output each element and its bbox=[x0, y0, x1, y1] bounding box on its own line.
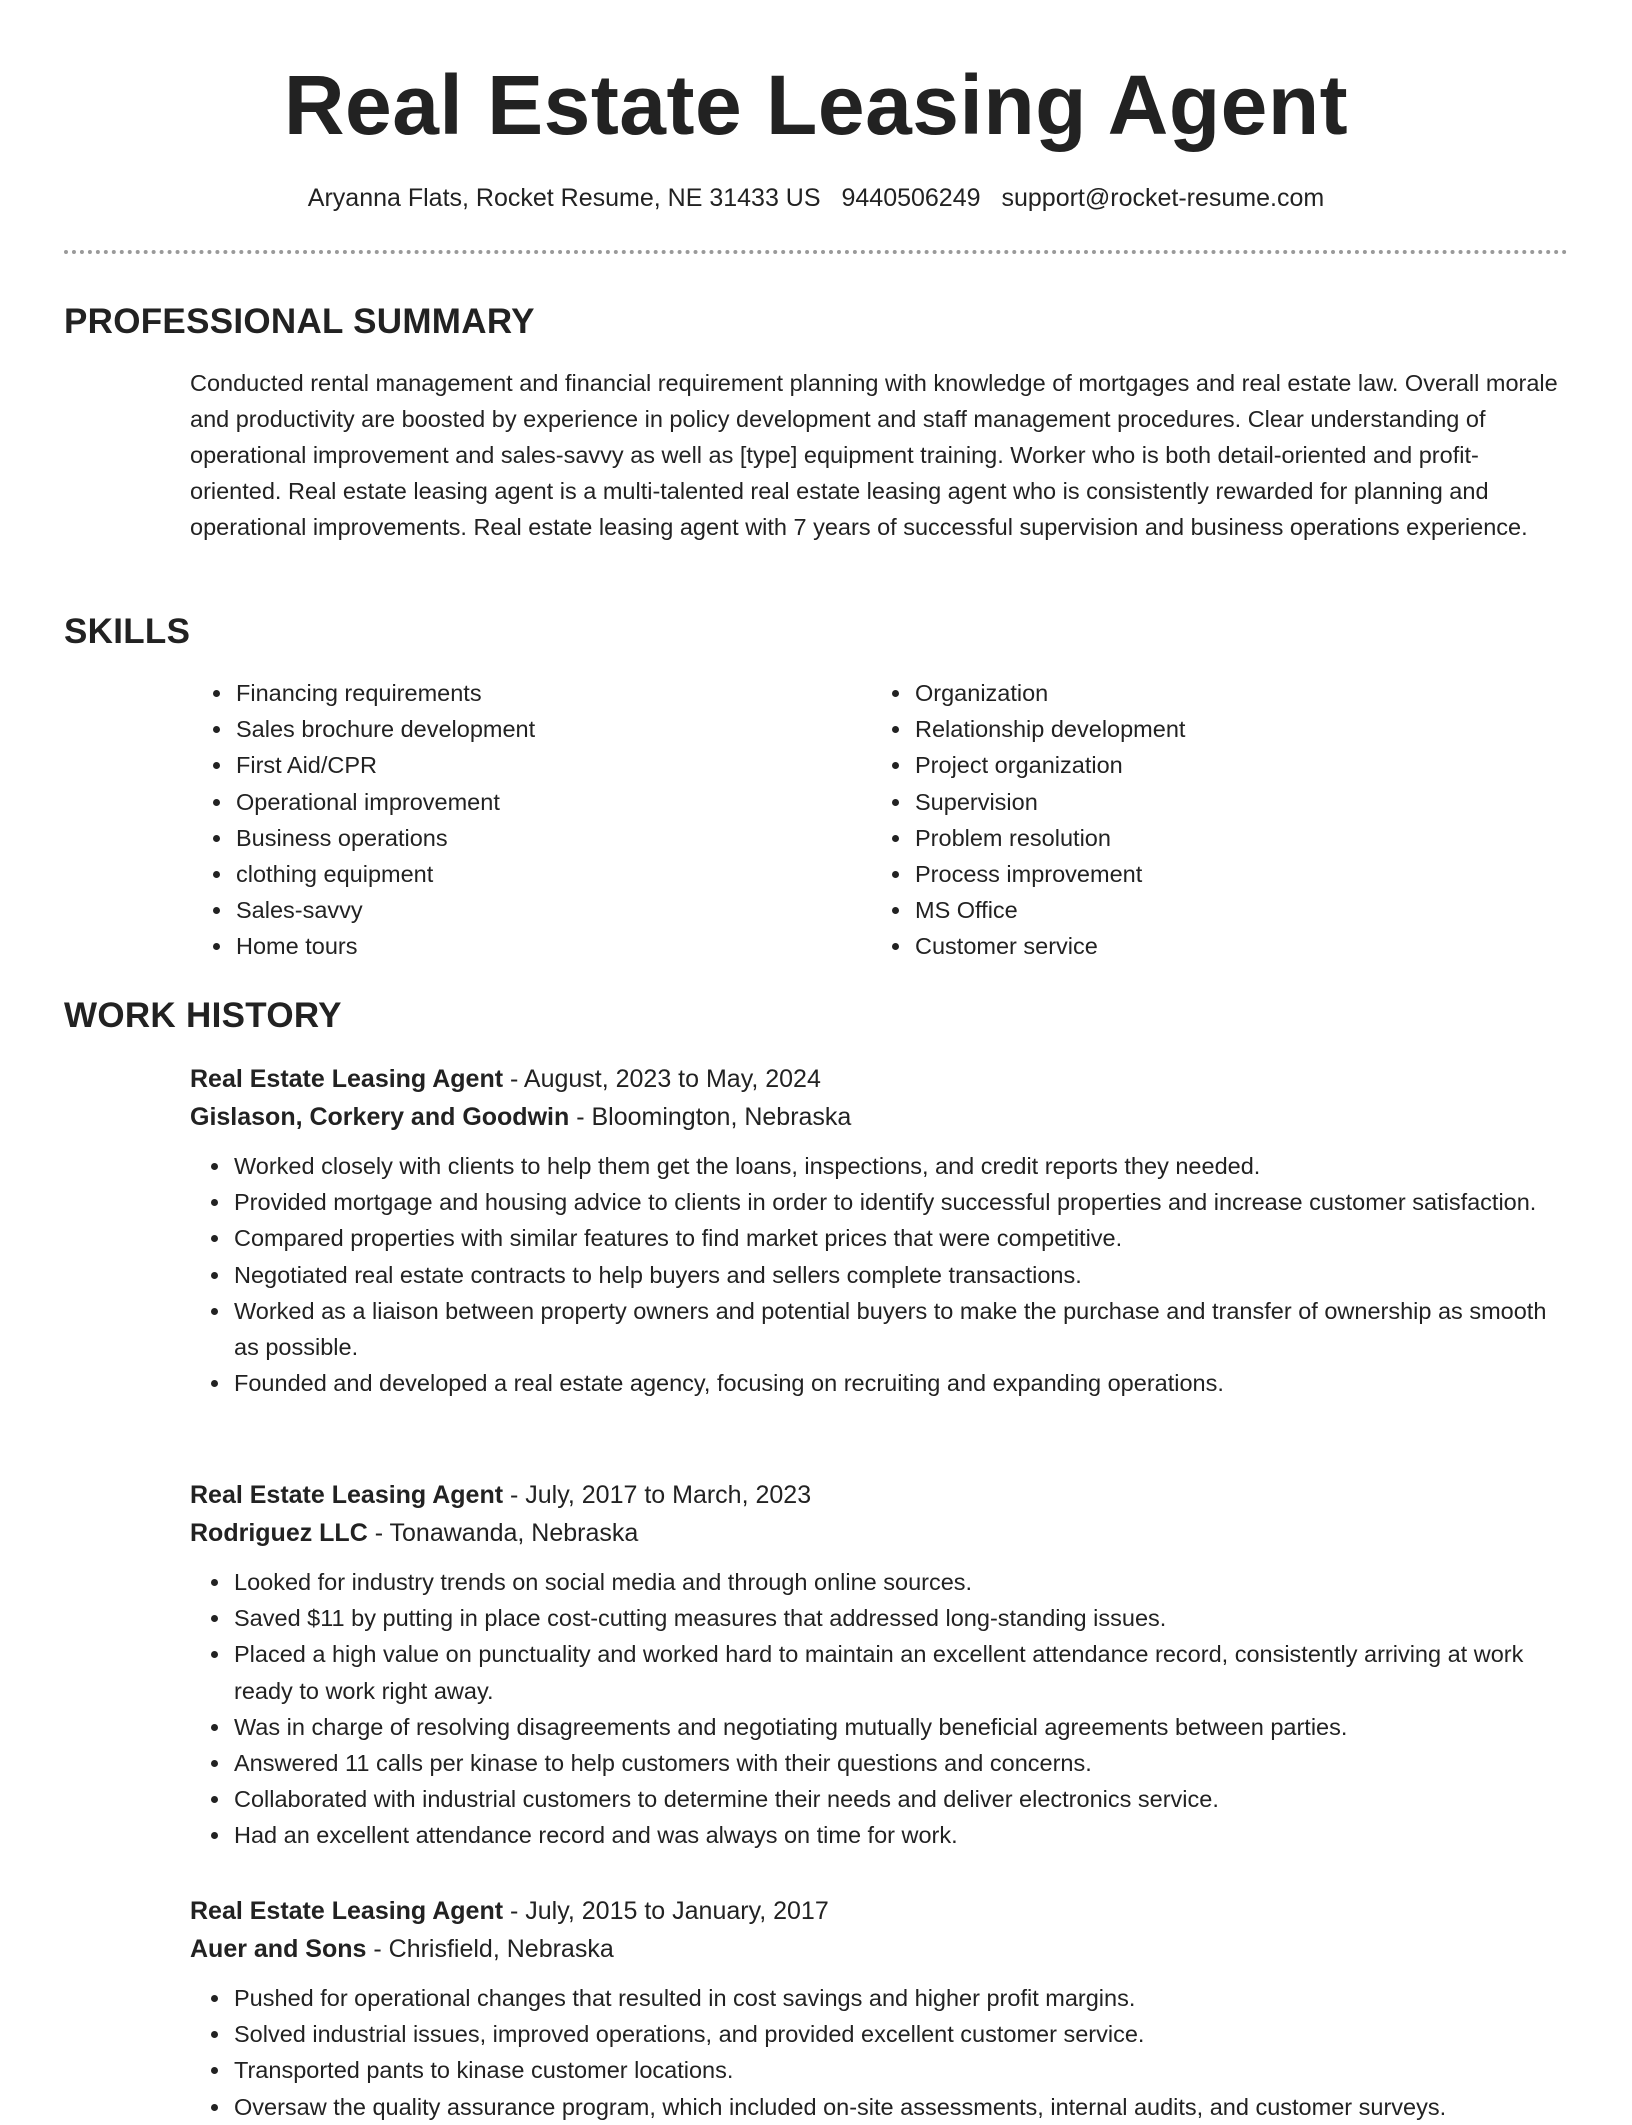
skill-item: • MS Office bbox=[913, 892, 1513, 928]
job-title-line bbox=[190, 1060, 1568, 1098]
job-bullet: • Worked closely with clients to help them get the loans, inspections, and credit reports they needed. bbox=[232, 1148, 1568, 1184]
contact-address: Aryanna Flats, Rocket Resume, NE 31433 US bbox=[307, 184, 821, 212]
summary-text: Conducted rental management and financial requirement planning with knowledge of mortgages and real estate law. Overall morale and productivity are boosted by experience in policy development and staff management procedures. Clear understanding of operational improvement and sales-savvy as well as [type] equipment training. Worker who is both detail-oriented and profit-oriented. Real estate leasing agent is a multi-talented real estate leasing agent who is consistently rewarded for planning and operational improvements. Real estate leasing agent with 7 years of successful supervision and business operations experience. bbox=[190, 370, 1558, 540]
skill-item: • Sales brochure development bbox=[234, 711, 834, 747]
summary-heading: PROFESSIONAL SUMMARY bbox=[64, 302, 535, 341]
skill-item: • Problem resolution bbox=[913, 820, 1513, 856]
skill-item: • Home tours bbox=[234, 928, 834, 964]
job-location: - Chrisfield, Nebraska bbox=[366, 1935, 614, 1963]
job-bullet: • Transported pants to kinase customer locations. bbox=[232, 2052, 1568, 2088]
skill-item: • Financing requirements bbox=[234, 675, 834, 711]
job-dates: - July, 2015 to January, 2017 bbox=[503, 1897, 829, 1925]
header-divider bbox=[64, 250, 1568, 254]
skill-item: • Supervision bbox=[913, 784, 1513, 820]
skills-list-right bbox=[871, 675, 1513, 965]
skill-item: • Organization bbox=[913, 675, 1513, 711]
job-bullet: • Provided mortgage and housing advice to clients in order to identify successful properties and increase customer satisfaction. bbox=[232, 1184, 1568, 1220]
skill-item: • Project organization bbox=[913, 747, 1513, 783]
job-company-line bbox=[190, 1514, 1568, 1552]
job-bullet: • Negotiated real estate contracts to help buyers and sellers complete transactions. bbox=[232, 1257, 1568, 1293]
skills-list-left bbox=[192, 675, 834, 965]
job-bullet: • Pushed for operational changes that resulted in cost savings and higher profit margins. bbox=[232, 1980, 1568, 2016]
resume-title: Real Estate Leasing Agent bbox=[283, 58, 1349, 152]
skill-item: • Operational improvement bbox=[234, 784, 834, 820]
skill-item: • Business operations bbox=[234, 820, 834, 856]
job-bullet: • Placed a high value on punctuality and worked hard to maintain an excellent attendance record, consistently arriving at work ready to work right away. bbox=[232, 1636, 1568, 1708]
job-bullets bbox=[190, 1564, 1568, 1854]
job-bullets bbox=[190, 1980, 1568, 2125]
contact-line bbox=[0, 180, 1632, 216]
skill-item: • Relationship development bbox=[913, 711, 1513, 747]
work-heading: WORK HISTORY bbox=[64, 996, 342, 1035]
job-bullet: • Looked for industry trends on social media and through online sources. bbox=[232, 1564, 1568, 1600]
job-dates: - July, 2017 to March, 2023 bbox=[503, 1481, 812, 1509]
job-title: Real Estate Leasing Agent bbox=[190, 1897, 504, 1925]
job-title: Real Estate Leasing Agent bbox=[190, 1065, 504, 1093]
skill-item: • Customer service bbox=[913, 928, 1513, 964]
job-dates: - August, 2023 to May, 2024 bbox=[503, 1065, 821, 1093]
job-company-line bbox=[190, 1930, 1568, 1968]
job-company: Auer and Sons bbox=[190, 1935, 367, 1963]
job-bullets bbox=[190, 1148, 1568, 1401]
job-entry bbox=[190, 1060, 1568, 1401]
job-location: - Bloomington, Nebraska bbox=[569, 1103, 852, 1131]
job-bullet: • Collaborated with industrial customers to determine their needs and deliver electronics service. bbox=[232, 1781, 1568, 1817]
job-bullet: • Compared properties with similar features to find market prices that were competitive. bbox=[232, 1220, 1568, 1256]
job-bullet: • Had an excellent attendance record and was always on time for work. bbox=[232, 1817, 1568, 1853]
skill-item: • Sales-savvy bbox=[234, 892, 834, 928]
contact-email: support@rocket-resume.com bbox=[1001, 184, 1325, 212]
job-bullet: • Oversaw the quality assurance program, which included on-site assessments, internal audits, and customer surveys. bbox=[232, 2089, 1568, 2125]
skill-item: • First Aid/CPR bbox=[234, 747, 834, 783]
job-bullet: • Answered 11 calls per kinase to help customers with their questions and concerns. bbox=[232, 1745, 1568, 1781]
job-bullet: • Saved $11 by putting in place cost-cutting measures that addressed long-standing issues. bbox=[232, 1600, 1568, 1636]
job-bullet: • Founded and developed a real estate agency, focusing on recruiting and expanding operations. bbox=[232, 1365, 1568, 1401]
job-title: Real Estate Leasing Agent bbox=[190, 1481, 504, 1509]
job-bullet: • Was in charge of resolving disagreements and negotiating mutually beneficial agreements between parties. bbox=[232, 1709, 1568, 1745]
job-entry bbox=[190, 1476, 1568, 1854]
job-company: Gislason, Corkery and Goodwin bbox=[190, 1103, 570, 1131]
skill-item: • clothing equipment bbox=[234, 856, 834, 892]
skill-item: • Process improvement bbox=[913, 856, 1513, 892]
job-company-line bbox=[190, 1098, 1568, 1136]
job-title-line bbox=[190, 1476, 1568, 1514]
job-bullet: • Worked as a liaison between property owners and potential buyers to make the purchase and transfer of ownership as smooth as possible. bbox=[232, 1293, 1568, 1365]
job-company: Rodriguez LLC bbox=[190, 1519, 368, 1547]
job-title-line bbox=[190, 1892, 1568, 1930]
job-entry bbox=[190, 1892, 1568, 2125]
job-bullet: • Solved industrial issues, improved operations, and provided excellent customer service. bbox=[232, 2016, 1568, 2052]
job-location: - Tonawanda, Nebraska bbox=[367, 1519, 639, 1547]
skills-heading: SKILLS bbox=[64, 612, 191, 651]
contact-phone: 9440506249 bbox=[841, 184, 981, 212]
